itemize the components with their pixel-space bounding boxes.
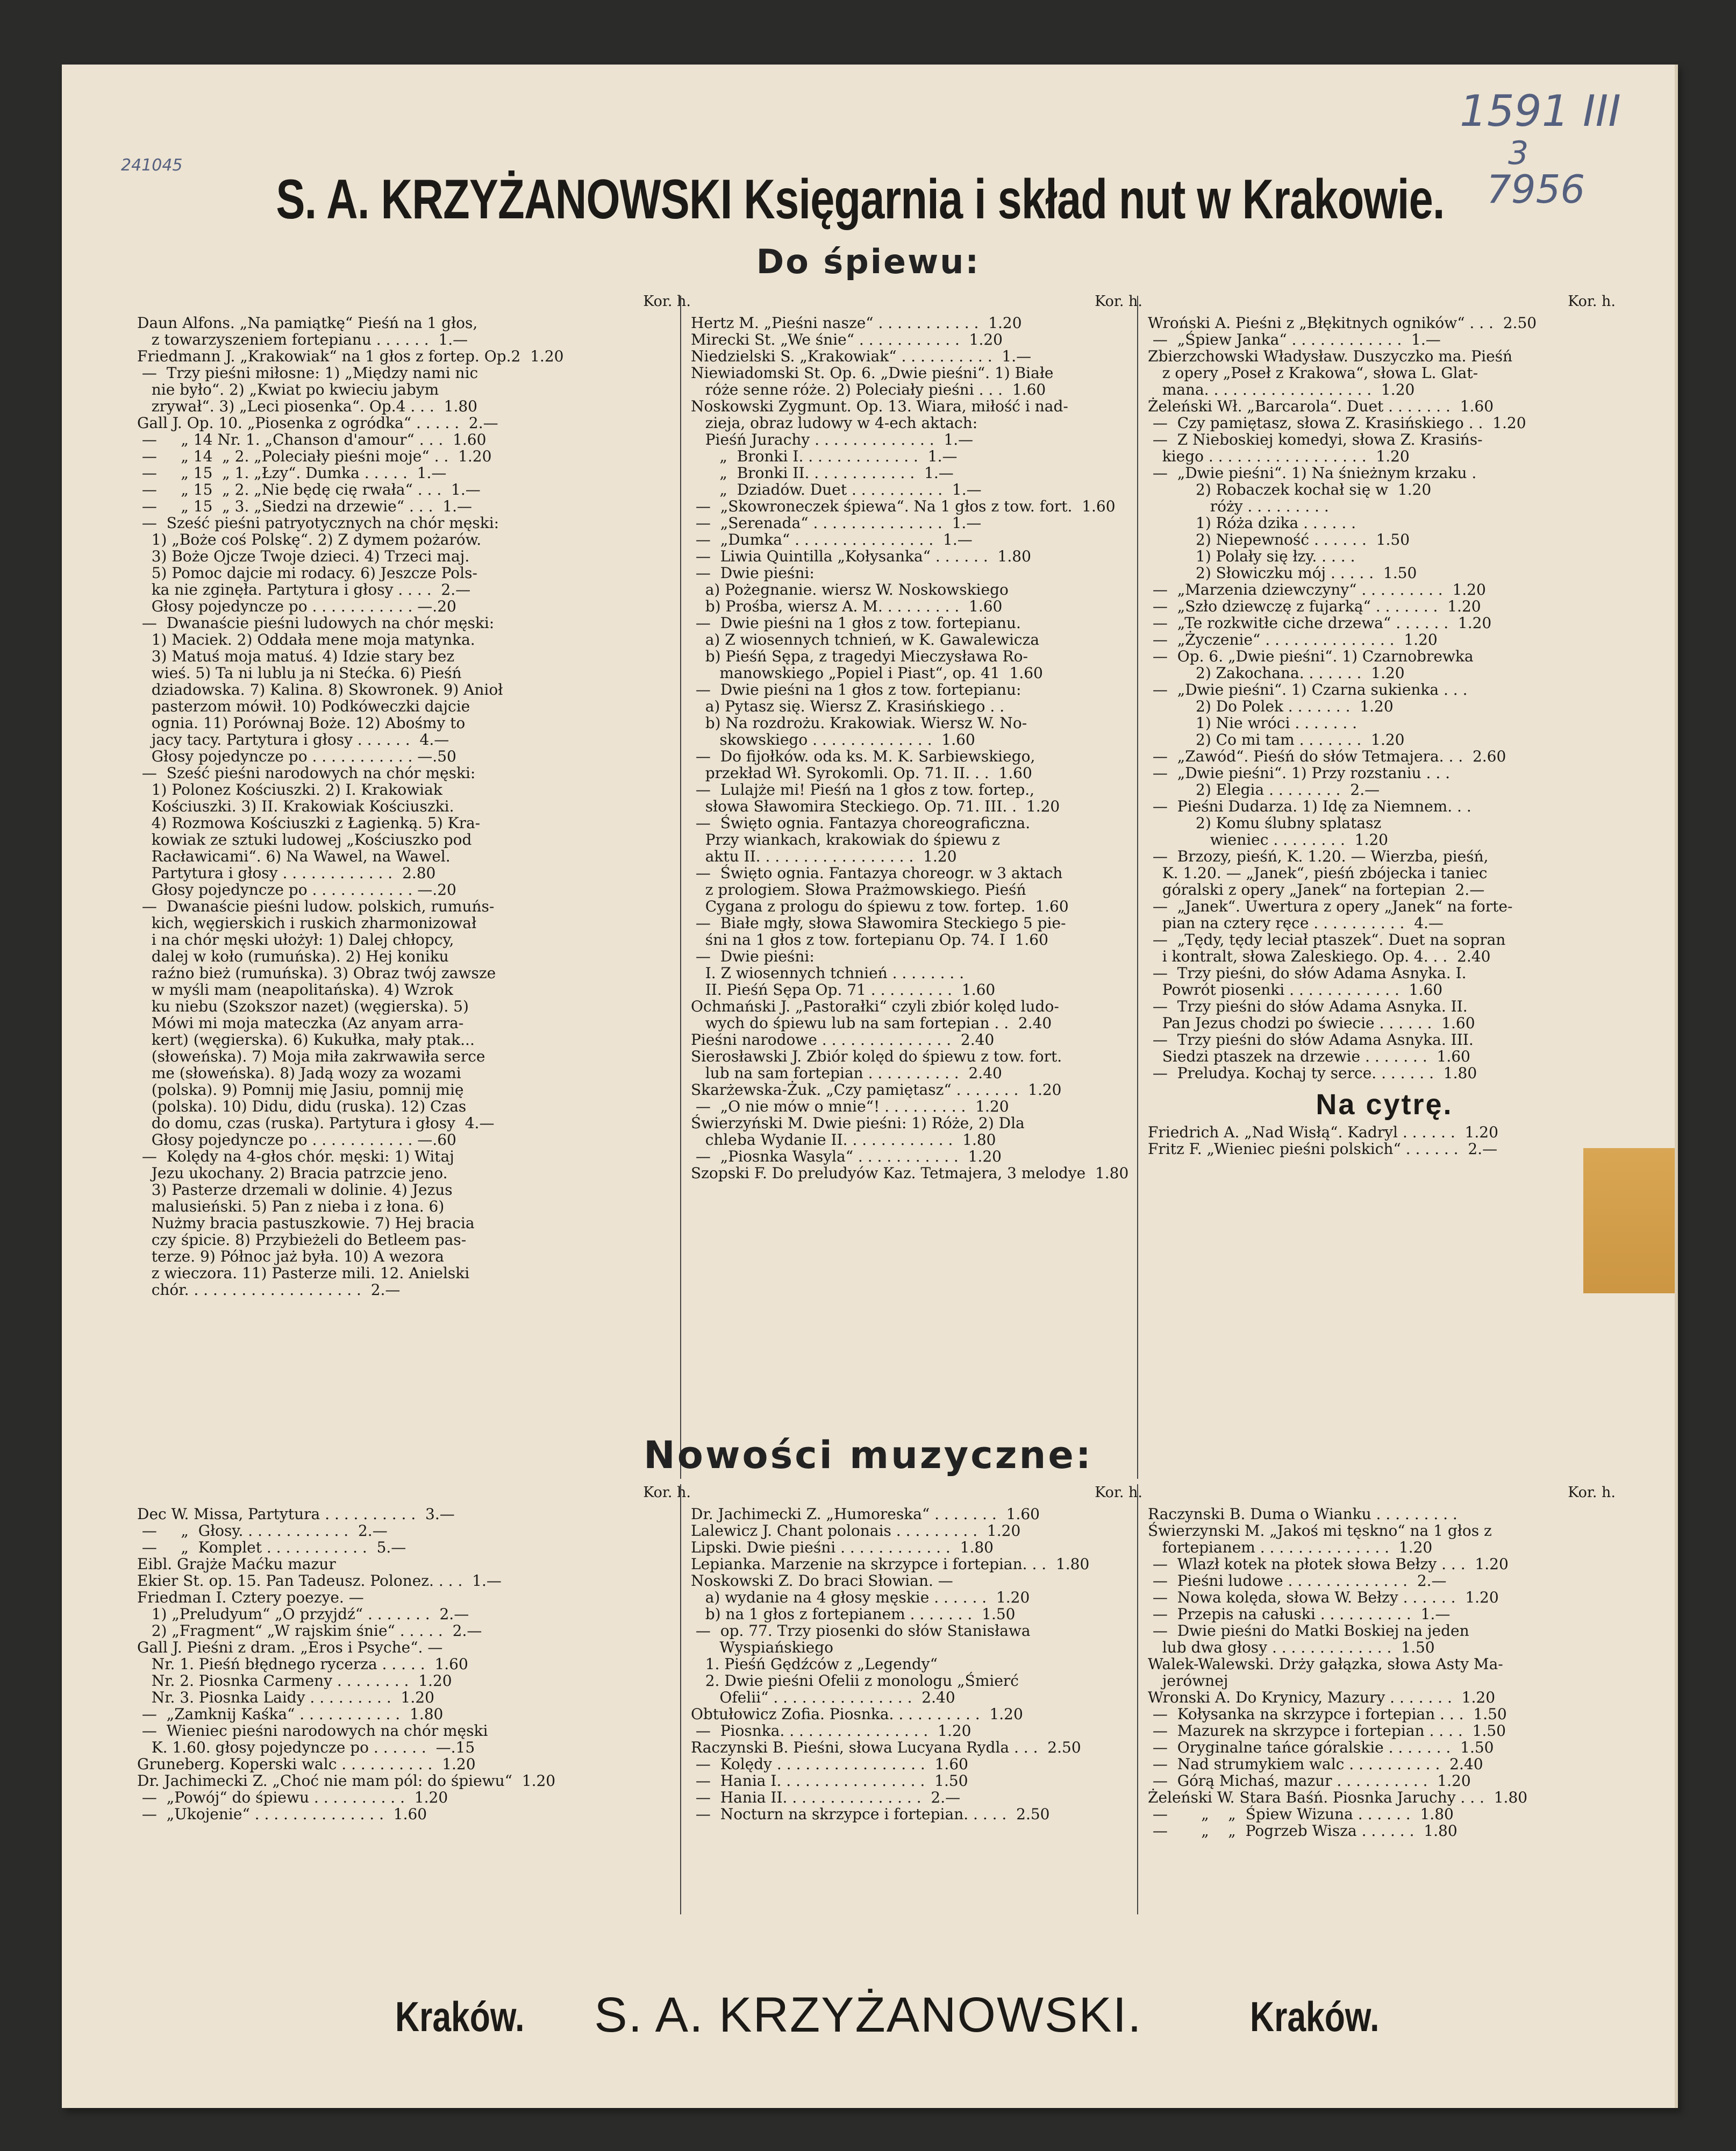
- catalog-entry: przekład Wł. Syrokomli. Op. 71. II. . . 1.60: [691, 764, 1032, 782]
- catalog-entry: — Trzy pieśni miłosne: 1) „Między nami nic: [137, 364, 478, 382]
- catalog-entry: 5) Pomoc dajcie mi rodacy. 6) Jeszcze Pols-: [137, 564, 477, 582]
- catalog-entry: raźno bież (rumuńska). 3) Obraz twój zawsze: [137, 964, 496, 982]
- catalog-entry: wieniec . . . . . . . . 1.20: [1148, 831, 1388, 849]
- catalog-entry: nie było“. 2) „Kwiat po kwieciu jabym: [137, 381, 439, 398]
- catalog-entry: i kontralt, słowa Zaleskiego. Op. 4. . . 2.40: [1148, 948, 1491, 965]
- catalog-entry: ka nie zginęła. Partytura i głosy . . . . 2.—: [137, 581, 471, 599]
- footer: [62, 1987, 1675, 2057]
- catalog-entry: — „Dwie pieśni“. 1) Na śnieżnym krzaku .: [1148, 464, 1477, 482]
- page-title: S. A. KRZYŻANOWSKI Księgarnia i skład nut w Krakowie.: [276, 168, 1445, 231]
- catalog-entry: Siedzi ptaszek na drzewie . . . . . . . 1.60: [1148, 1048, 1470, 1065]
- catalog-entry: Dec W. Missa, Partytura . . . . . . . . . . 3.—: [137, 1505, 455, 1523]
- catalog-entry: — Dwanaście pieśni ludow. polskich, rumuńs-: [137, 898, 495, 915]
- catalog-entry: — „Powój“ do śpiewu . . . . . . . . . . 1.20: [137, 1789, 448, 1806]
- catalog-entry: Lepianka. Marzenie na skrzypce i fortepian. . . 1.80: [691, 1555, 1090, 1573]
- catalog-entry: — Dwie pieśni do Matki Boskiej na jeden: [1148, 1622, 1469, 1640]
- catalog-entry: — „ „ Śpiew Wizuna . . . . . . 1.80: [1148, 1805, 1454, 1823]
- catalog-entry: Fritz F. „Wieniec pieśni polskich“ . . . . . . 2.—: [1148, 1140, 1498, 1158]
- catalog-entry: lub dwa głosy . . . . . . . . . . . . . 1.50: [1148, 1639, 1435, 1656]
- catalog-entry: — Dwanaście pieśni ludowych na chór męski:: [137, 614, 495, 632]
- catalog-entry: wych do śpiewu lub na sam fortepian . . 2.40: [691, 1014, 1052, 1032]
- catalog-entry: śni na 1 głos z tow. fortepianu Op. 74. I 1.60: [691, 931, 1048, 949]
- catalog-entry: 1) „Boże coś Polskę“. 2) Z dymem pożarów.: [137, 531, 482, 549]
- catalog-entry: słowa Sławomira Steckiego. Op. 71. III. . 1.20: [691, 797, 1060, 815]
- catalog-entry: z prologiem. Słowa Prażmowskiego. Pieśń: [691, 881, 1026, 899]
- catalog-entry: — Czy pamiętasz, słowa Z. Krasińskiego . . 1.20: [1148, 414, 1526, 432]
- currency-header: Kor. h.: [1568, 293, 1616, 310]
- catalog-entry: — Kolędy na 4-głos chór. męski: 1) Witaj: [137, 1148, 454, 1165]
- catalog-entry: Gall J. Pieśni z dram. „Eros i Psyche“. —: [137, 1639, 443, 1656]
- catalog-entry: Sierosławski J. Zbiór kolęd do śpiewu z tow. fort.: [691, 1048, 1062, 1065]
- catalog-entry: — „Dumka“ . . . . . . . . . . . . . . . 1.—: [691, 531, 973, 549]
- catalog-entry: do domu, czas (ruska). Partytura i głosy 4.—: [137, 1114, 495, 1132]
- catalog-entry: Świerzyński M. Dwie pieśni: 1) Róże, 2) Dla: [691, 1114, 1025, 1132]
- catalog-entry: wieś. 5) Ta ni lublu ja ni Stećka. 6) Pieśń: [137, 664, 462, 682]
- catalog-entry: — Liwia Quintilla „Kołysanka“ . . . . . . 1.80: [691, 547, 1031, 565]
- catalog-entry: Nr. 1. Pieśń błędnego rycerza . . . . . 1.60: [137, 1655, 468, 1673]
- catalog-entry: — Dwie pieśni:: [691, 564, 815, 582]
- catalog-entry: — Sześć pieśni patryotycznych na chór męski:: [137, 514, 499, 532]
- catalog-entry: Ekier St. op. 15. Pan Tadeusz. Polonez. . . . 1.—: [137, 1572, 502, 1590]
- section-heading-new: Nowości muzyczne:: [644, 1433, 1093, 1477]
- catalog-entry: (polska). 10) Didu, didu (ruska). 12) Czas: [137, 1098, 467, 1115]
- catalog-entry: z wieczora. 11) Pasterze mili. 12. Anielski: [137, 1264, 470, 1282]
- catalog-entry: — Dwie pieśni:: [691, 948, 815, 965]
- catalog-entry: manowskiego „Popiel i Piast“, op. 41 1.60: [691, 664, 1043, 682]
- catalog-entry: zrywał“. 3) „Leci piosenka“. Op.4 . . . 1.80: [137, 397, 477, 415]
- catalog-entry: Wyspiańskiego: [691, 1639, 834, 1656]
- new-column-1: [137, 1506, 680, 1822]
- zither-heading: Na cytrę.: [1316, 1088, 1453, 1121]
- catalog-entry: Głosy pojedyncze po . . . . . . . . . . . —.50: [137, 747, 456, 765]
- catalog-entry: „ Bronki II. . . . . . . . . . . . 1.—: [691, 464, 954, 482]
- catalog-entry: kich, węgierskich i ruskich zharmonizował: [137, 914, 477, 932]
- catalog-entry: — Nowa kolęda, słowa W. Bełzy . . . . . . 1.20: [1148, 1589, 1499, 1606]
- catalog-entry: — Trzy pieśni, do słów Adama Asnyka. I.: [1148, 964, 1467, 982]
- catalog-entry: b) na 1 głos z fortepianem . . . . . . . 1.50: [691, 1605, 1016, 1623]
- catalog-entry: — „Śpiew Janka“ . . . . . . . . . . . . 1.—: [1148, 331, 1441, 348]
- catalog-entry: — Trzy pieśni do słów Adama Asnyka. III.: [1148, 1031, 1474, 1049]
- catalog-entry: dalej w koło (rumuńska). 2) Hej koniku: [137, 948, 449, 965]
- catalog-entry: 1) Róża dzika . . . . . .: [1148, 514, 1356, 532]
- catalog-entry: 1) „Preludyum“ „O przyjdź“ . . . . . . . 2.—: [137, 1605, 469, 1623]
- song-column-2: [691, 315, 1137, 1181]
- catalog-entry: — „Te rozkwitłe ciche drzewa“ . . . . . . 1.20: [1148, 614, 1492, 632]
- column-divider: [1137, 296, 1138, 1479]
- handwritten-note-right: 1591 III: [1460, 86, 1621, 136]
- catalog-entry: Głosy pojedyncze po . . . . . . . . . . . —.20: [137, 597, 456, 615]
- catalog-entry: Gruneberg. Koperski walc . . . . . . . . . . 1.20: [137, 1755, 476, 1773]
- catalog-entry: Wronski A. Do Krynicy, Mazury . . . . . . . 1.20: [1148, 1689, 1496, 1706]
- catalog-entry: jerównej: [1148, 1672, 1228, 1690]
- handwritten-note-left: 241045: [121, 156, 183, 175]
- catalog-entry: — Z Nieboskiej komedyi, słowa Z. Krasińs-: [1148, 431, 1483, 448]
- catalog-entry: Daun Alfons. „Na pamiątkę“ Pieśń na 1 głos,: [137, 314, 478, 332]
- catalog-entry: Ofelii“ . . . . . . . . . . . . . . . 2.40: [691, 1689, 955, 1706]
- catalog-entry: Niewiadomski St. Op. 6. „Dwie pieśni“. 1) Białe: [691, 364, 1054, 382]
- catalog-entry: — „ Głosy. . . . . . . . . . . . 2.—: [137, 1522, 388, 1540]
- catalog-entry: — Kolędy . . . . . . . . . . . . . . . . 1.60: [691, 1755, 968, 1773]
- catalog-entry: — Dwie pieśni na 1 głos z tow. fortepianu:: [691, 681, 1021, 699]
- catalog-entry: Pan Jezus chodzi po świecie . . . . . . 1.60: [1148, 1014, 1475, 1032]
- footer-city-right: Kraków.: [1250, 1993, 1380, 2040]
- catalog-entry: — Święto ognia. Fantazya choreograficzna.: [691, 814, 1031, 832]
- catalog-entry: Hertz M. „Pieśni nasze“ . . . . . . . . . . . 1.20: [691, 314, 1022, 332]
- catalog-entry: 2) Robaczek kochał się w 1.20: [1148, 481, 1432, 498]
- catalog-entry: 1) Maciek. 2) Oddała mene moja matynka.: [137, 631, 475, 649]
- catalog-entry: pian na cztery ręce . . . . . . . . . . 4.—: [1148, 914, 1444, 932]
- catalog-entry: w myśli mam (neapolitańska). 4) Wzrok: [137, 981, 453, 999]
- catalog-entry: Powrót piosenki . . . . . . . . . . . . 1.60: [1148, 981, 1443, 999]
- catalog-entry: czy śpicie. 8) Przybieżeli do Betleem pas-: [137, 1231, 467, 1249]
- catalog-entry: Gall J. Op. 10. „Piosenka z ogródka“ . . . . . 2.—: [137, 414, 498, 432]
- catalog-entry: — Nocturn na skrzypce i fortepian. . . . . 2.50: [691, 1805, 1050, 1823]
- catalog-entry: — „Janek“. Uwertura z opery „Janek“ na forte-: [1148, 898, 1513, 915]
- catalog-entry: — Pieśni ludowe . . . . . . . . . . . . . 2.—: [1148, 1572, 1447, 1590]
- catalog-entry: 1) Polały się łzy. . . . .: [1148, 547, 1355, 565]
- catalog-entry: mana. . . . . . . . . . . . . . . . . . 1.20: [1148, 381, 1415, 398]
- catalog-entry: a) wydanie na 4 głosy męskie . . . . . . 1.20: [691, 1589, 1030, 1606]
- catalog-entry: b) Pieśń Sępa, z tragedyi Mieczysława Ro-: [691, 647, 1028, 665]
- catalog-entry: a) Pożegnanie. wiersz W. Noskowskiego: [691, 581, 1009, 599]
- catalog-entry: Zbierzchowski Władysław. Duszyczko ma. Pieśń: [1148, 347, 1513, 365]
- catalog-entry: — Święto ognia. Fantazya choreogr. w 3 aktach: [691, 864, 1063, 882]
- catalog-entry: i na chór męski ułożył: 1) Dalej chłopcy,: [137, 931, 454, 949]
- catalog-entry: — Lulajże mi! Pieśń na 1 głos z tow. fortep.,: [691, 781, 1035, 799]
- catalog-entry: — „Tędy, tędy leciał ptaszek“. Duet na sopran: [1148, 931, 1506, 949]
- catalog-entry: — Dwie pieśni na 1 głos z tow. fortepianu.: [691, 614, 1021, 632]
- catalog-entry: — „ 15 „ 2. „Nie będę cię rwała“ . . . 1.—: [137, 481, 481, 498]
- catalog-entry: Pieśń Jurachy . . . . . . . . . . . . . 1.—: [691, 431, 974, 448]
- catalog-entry: (słoweńska). 7) Moja miła zakrwawiła serce: [137, 1048, 485, 1065]
- catalog-entry: Friedrich A. „Nad Wisłą“. Kadryl . . . . . . 1.20: [1148, 1123, 1498, 1141]
- catalog-entry: — Piosnka. . . . . . . . . . . . . . . . 1.20: [691, 1722, 971, 1740]
- new-column-3: [1148, 1506, 1621, 1839]
- catalog-entry: Wroński A. Pieśni z „Błękitnych ogników“ . . . 2.50: [1148, 314, 1537, 332]
- catalog-entry: „ Bronki I. . . . . . . . . . . . . 1.—: [691, 447, 958, 465]
- catalog-entry: II. Pieśń Sępa Op. 71 . . . . . . . . . 1.60: [691, 981, 996, 999]
- song-column-1: [137, 315, 680, 1298]
- catalog-entry: ognia. 11) Porównaj Boże. 12) Abośmy to: [137, 714, 466, 732]
- catalog-entry: 2) Do Polek . . . . . . . 1.20: [1148, 697, 1394, 715]
- catalog-entry: 3) Pasterze drzemali w dolinie. 4) Jezus: [137, 1181, 453, 1199]
- catalog-entry: Raczynski B. Duma o Wianku . . . . . . . . .: [1148, 1505, 1458, 1523]
- catalog-entry: Lalewicz J. Chant polonais . . . . . . . . . 1.20: [691, 1522, 1021, 1540]
- catalog-entry: — „Zamknij Kaśka“ . . . . . . . . . . . 1.80: [137, 1705, 444, 1723]
- catalog-entry: — Hania II. . . . . . . . . . . . . . . 2.—: [691, 1789, 961, 1806]
- catalog-entry: 2) Słowiczku mój . . . . . 1.50: [1148, 564, 1417, 582]
- catalog-entry: — „Dwie pieśni“. 1) Przy rozstaniu . . .: [1148, 764, 1451, 782]
- catalog-entry: Świerzynski M. „Jakoś mi tęskno“ na 1 głos z: [1148, 1522, 1492, 1540]
- catalog-entry: Głosy pojedyncze po . . . . . . . . . . . —.60: [137, 1131, 456, 1149]
- catalog-entry: — „Życzenie“ . . . . . . . . . . . . . . 1.20: [1148, 631, 1438, 649]
- catalog-entry: K. 1.20. — „Janek“, pieśń zbójecka i taniec: [1148, 864, 1488, 882]
- catalog-entry: „ Dziadów. Duet . . . . . . . . . . 1.—: [691, 481, 982, 498]
- catalog-entry: — „ „ Pogrzeb Wisza . . . . . . 1.80: [1148, 1822, 1458, 1840]
- catalog-entry: dziadowska. 7) Kalina. 8) Skowronek. 9) Anioł: [137, 681, 503, 699]
- catalog-entry: chór. . . . . . . . . . . . . . . . . . . 2.—: [137, 1281, 401, 1299]
- catalog-entry: 2. Dwie pieśni Ofelii z monologu „Śmierć: [691, 1672, 1019, 1690]
- catalog-entry: Partytura i głosy . . . . . . . . . . . . 2.80: [137, 864, 436, 882]
- catalog-entry: Skarżewska-Żuk. „Czy pamiętasz“ . . . . . . . 1.20: [691, 1081, 1062, 1099]
- catalog-entry: K. 1.60. głosy pojedyncze po . . . . . . —.15: [137, 1739, 475, 1756]
- catalog-entry: Jezu ukochany. 2) Bracia patrzcie jeno.: [137, 1164, 448, 1182]
- catalog-entry: 2) Komu ślubny splatasz: [1148, 814, 1382, 832]
- catalog-entry: Ochmański J. „Pastorałki“ czyli zbiór kolęd ludo-: [691, 998, 1059, 1015]
- catalog-entry: — „Ukojenie“ . . . . . . . . . . . . . . 1.60: [137, 1805, 427, 1823]
- catalog-entry: 2) Niepewność . . . . . . 1.50: [1148, 531, 1410, 549]
- catalog-entry: 3) Boże Ojcze Twoje dzieci. 4) Trzeci maj.: [137, 547, 470, 565]
- catalog-entry: — Górą Michaś, mazur . . . . . . . . . . 1.20: [1148, 1772, 1471, 1790]
- catalog-entry: — „ 15 „ 3. „Siedzi na drzewie“ . . . 1.—: [137, 497, 472, 515]
- catalog-entry: zieja, obraz ludowy w 4-ech aktach:: [691, 414, 978, 432]
- catalog-entry: I. Z wiosennych tchnień . . . . . . . .: [691, 964, 965, 982]
- catalog-entry: — Wlazł kotek na płotek słowa Bełzy . . . 1.20: [1148, 1555, 1509, 1573]
- catalog-entry: jacy tacy. Partytura i głosy . . . . . . 4.—: [137, 731, 449, 749]
- catalog-entry: — Wieniec pieśni narodowych na chór męski: [137, 1722, 488, 1740]
- catalog-entry: — op. 77. Trzy piosenki do słów Stanisława: [691, 1622, 1031, 1640]
- catalog-entry: Obtułowicz Zofia. Piosnka. . . . . . . . . . 1.20: [691, 1705, 1023, 1723]
- catalog-page: [62, 65, 1678, 2108]
- currency-header: Kor. h.: [643, 1484, 691, 1501]
- currency-header: Kor. h.: [643, 293, 691, 310]
- catalog-entry: z opery „Poseł z Krakowa“, słowa L. Glat-: [1148, 364, 1478, 382]
- catalog-entry: Noskowski Zygmunt. Op. 13. Wiara, miłość i nad-: [691, 397, 1068, 415]
- footer-city-left: Kraków.: [395, 1993, 525, 2040]
- catalog-entry: Nr. 3. Piosnka Laidy . . . . . . . . . 1.20: [137, 1689, 434, 1706]
- handwritten-note-digit: 3: [1508, 134, 1529, 172]
- catalog-entry: Walek-Walewski. Drży gałązka, słowa Asty Ma-: [1148, 1655, 1503, 1673]
- catalog-entry: aktu II. . . . . . . . . . . . . . . . . 1.20: [691, 847, 957, 865]
- catalog-entry: 3) Matuś moja matuś. 4) Idzie stary bez: [137, 647, 455, 665]
- catalog-entry: — „Marzenia dziewczyny“ . . . . . . . . . 1.20: [1148, 581, 1486, 599]
- catalog-entry: kert) (węgierska). 6) Kukułka, mały ptak...: [137, 1031, 475, 1049]
- catalog-entry: chleba Wydanie II. . . . . . . . . . . . 1.80: [691, 1131, 996, 1149]
- catalog-entry: Żeleński W. Stara Baśń. Piosnka Jaruchy . . . 1.80: [1148, 1789, 1528, 1806]
- catalog-entry: terze. 9) Północ jaż była. 10) A wezora: [137, 1248, 444, 1265]
- catalog-entry: Kościuszki. 3) II. Krakowiak Kościuszki.: [137, 797, 454, 815]
- catalog-entry: Szopski F. Do preludyów Kaz. Tetmajera, 3 melodye 1.80: [691, 1164, 1129, 1182]
- catalog-entry: a) Z wiosennych tchnień, w K. Gawalewicza: [691, 631, 1040, 649]
- catalog-entry: skowskiego . . . . . . . . . . . . . 1.60: [691, 731, 975, 749]
- catalog-entry: Głosy pojedyncze po . . . . . . . . . . . —.20: [137, 881, 456, 899]
- catalog-entry: a) Pytasz się. Wiersz Z. Krasińskiego . .: [691, 697, 1005, 715]
- song-column-3: [1148, 315, 1621, 1157]
- catalog-entry: (polska). 9) Pomnij mię Jasiu, pomnij mię: [137, 1081, 464, 1099]
- catalog-entry: — „O nie mów o mnie“! . . . . . . . . . 1.20: [691, 1098, 1009, 1115]
- catalog-entry: — Nad strumykiem walc . . . . . . . . . . 2.40: [1148, 1755, 1483, 1773]
- currency-header: Kor. h.: [1568, 1484, 1616, 1501]
- catalog-entry: Eibl. Grajże Maćku mazur: [137, 1555, 336, 1573]
- handwritten-note-number: 7956: [1487, 167, 1585, 212]
- catalog-entry: Lipski. Dwie pieśni . . . . . . . . . . . . 1.80: [691, 1539, 994, 1556]
- catalog-entry: — Trzy pieśni do słów Adama Asnyka. II.: [1148, 998, 1468, 1015]
- catalog-entry: — „ 14 „ 2. „Poleciały pieśni moje“ . . 1.20: [137, 447, 492, 465]
- catalog-entry: b) Na rozdrożu. Krakowiak. Wiersz W. No-: [691, 714, 1027, 732]
- catalog-entry: — „ Komplet . . . . . . . . . . . 5.—: [137, 1539, 406, 1556]
- catalog-entry: 4) Rozmowa Kościuszki z Łagienką. 5) Kra-: [137, 814, 481, 832]
- catalog-entry: z towarzyszeniem fortepianu . . . . . . 1.—: [137, 331, 468, 348]
- catalog-entry: — „Zawód“. Pieśń do słów Tetmajera. . . 2.60: [1148, 747, 1506, 765]
- catalog-entry: Pieśni narodowe . . . . . . . . . . . . . . 2.40: [691, 1031, 995, 1049]
- column-divider: [1137, 1484, 1138, 1914]
- catalog-entry: Żeleński Wł. „Barcarola“. Duet . . . . . . . 1.60: [1148, 397, 1494, 415]
- catalog-entry: ku niebu (Szokszor nazet) (węgierska). 5): [137, 998, 469, 1015]
- catalog-entry: — Mazurek na skrzypce i fortepian . . . . 1.50: [1148, 1722, 1506, 1740]
- catalog-entry: — Sześć pieśni narodowych na chór męski:: [137, 764, 476, 782]
- catalog-entry: kowiak ze sztuki ludowej „Kościuszko pod: [137, 831, 472, 849]
- catalog-entry: Mirecki St. „We śnie“ . . . . . . . . . . . 1.20: [691, 331, 1003, 348]
- catalog-entry: 2) „Fragment“ „W rajskim śnie“ . . . . . 2.—: [137, 1622, 482, 1640]
- catalog-entry: — Pieśni Dudarza. 1) Idę za Niemnem. . .: [1148, 797, 1471, 815]
- catalog-entry: — Preludya. Kochaj ty serce. . . . . . . 1.80: [1148, 1064, 1477, 1082]
- catalog-entry: Niedzielski S. „Krakowiak“ . . . . . . . . . . 1.—: [691, 347, 1032, 365]
- catalog-entry: 2) Co mi tam . . . . . . . 1.20: [1148, 731, 1405, 749]
- column-divider: [680, 296, 681, 1479]
- catalog-entry: — „Skowroneczek śpiewa“. Na 1 głos z tow. fort. 1.60: [691, 497, 1116, 515]
- catalog-entry: — „Szło dziewczę z fujarką“ . . . . . . . 1.20: [1148, 597, 1481, 615]
- catalog-entry: fortepianem . . . . . . . . . . . . . . 1.20: [1148, 1539, 1433, 1556]
- catalog-entry: góralski z opery „Janek“ na fortepian 2.—: [1148, 881, 1485, 899]
- section-heading-song: Do śpiewu:: [756, 242, 981, 281]
- catalog-entry: 2) Elegia . . . . . . . . 2.—: [1148, 781, 1380, 799]
- catalog-entry: Friedman I. Cztery poezye. —: [137, 1589, 364, 1606]
- catalog-entry: Przy wiankach, krakowiak do śpiewu z: [691, 831, 1000, 849]
- catalog-entry: Nużmy bracia pastuszkowie. 7) Hej bracia: [137, 1214, 475, 1232]
- catalog-entry: — Do fijołków. oda ks. M. K. Sarbiewskiego,: [691, 747, 1035, 765]
- catalog-entry: — Op. 6. „Dwie pieśni“. 1) Czarnobrewka: [1148, 647, 1474, 665]
- catalog-entry: Dr. Jachimecki Z. „Humoreska“ . . . . . . . 1.60: [691, 1505, 1040, 1523]
- catalog-entry: — „Dwie pieśni“. 1) Czarna sukienka . . .: [1148, 681, 1468, 699]
- catalog-entry: lub na sam fortepian . . . . . . . . . . 2.40: [691, 1064, 1002, 1082]
- currency-header: Kor. h.: [1095, 1484, 1142, 1501]
- catalog-entry: róży . . . . . . . . .: [1148, 497, 1329, 515]
- catalog-entry: Nr. 2. Piosnka Carmeny . . . . . . . . 1.20: [137, 1672, 452, 1690]
- catalog-entry: me (słoweńska). 8) Jadą wozy za wozami: [137, 1064, 461, 1082]
- catalog-entry: 2) Zakochana. . . . . . . 1.20: [1148, 664, 1405, 682]
- catalog-entry: Dr. Jachimecki Z. „Choć nie mam pól: do śpiewu“ 1.20: [137, 1772, 556, 1790]
- catalog-entry: — „ 14 Nr. 1. „Chanson d'amour“ . . . 1.60: [137, 431, 487, 448]
- catalog-entry: — Przepis na całuski . . . . . . . . . . 1.—: [1148, 1605, 1451, 1623]
- catalog-entry: Cygana z prologu do śpiewu z tow. fortep. 1.60: [691, 898, 1069, 915]
- catalog-entry: Raczynski B. Pieśni, słowa Lucyana Rydla . . . 2.50: [691, 1739, 1081, 1756]
- catalog-entry: kiego . . . . . . . . . . . . . . . . . 1.20: [1148, 447, 1410, 465]
- catalog-entry: — Białe mgły, słowa Sławomira Steckiego 5 pie-: [691, 914, 1066, 932]
- catalog-entry: pasterzom mówił. 10) Podkóweczki dajcie: [137, 697, 470, 715]
- catalog-entry: 1. Pieśń Gędźców z „Legendy“: [691, 1655, 938, 1673]
- catalog-entry: b) Prośba, wiersz A. M. . . . . . . . . 1.60: [691, 597, 1003, 615]
- catalog-entry: — Brzozy, pieśń, K. 1.20. — Wierzba, pieśń,: [1148, 847, 1489, 865]
- catalog-entry: Noskowski Z. Do braci Słowian. —: [691, 1572, 953, 1590]
- catalog-entry: — „Serenada“ . . . . . . . . . . . . . . 1.—: [691, 514, 982, 532]
- catalog-entry: malusieński. 5) Pan z nieba i z łona. 6): [137, 1198, 445, 1215]
- catalog-entry: — Oryginalne tańce góralskie . . . . . . . 1.50: [1148, 1739, 1494, 1756]
- catalog-entry: róże senne róże. 2) Poleciały pieśni . . . 1.60: [691, 381, 1046, 398]
- column-divider: [680, 1484, 681, 1914]
- catalog-entry: — Kołysanka na skrzypce i fortepian . . . 1.50: [1148, 1705, 1507, 1723]
- catalog-entry: — „Piosnka Wasyla“ . . . . . . . . . . . 1.20: [691, 1148, 1002, 1165]
- footer-publisher: S. A. KRZYŻANOWSKI.: [594, 1988, 1142, 2042]
- new-column-2: [691, 1506, 1137, 1822]
- catalog-entry: — „ 15 „ 1. „Łzy“. Dumka . . . . . 1.—: [137, 464, 447, 482]
- currency-header: Kor. h.: [1095, 293, 1142, 310]
- catalog-entry: Racławicami“. 6) Na Wawel, na Wawel.: [137, 847, 451, 865]
- catalog-entry: — Hania I. . . . . . . . . . . . . . . . 1.50: [691, 1772, 968, 1790]
- adhesive-tape: [1583, 1148, 1678, 1293]
- catalog-entry: Mówi mi moja mateczka (Az anyam arra-: [137, 1014, 464, 1032]
- catalog-entry: Friedmann J. „Krakowiak“ na 1 głos z fortep. Op.2 1.20: [137, 347, 564, 365]
- catalog-entry: 1) Polonez Kościuszki. 2) I. Krakowiak: [137, 781, 442, 799]
- catalog-entry: 1) Nie wróci . . . . . . .: [1148, 714, 1358, 732]
